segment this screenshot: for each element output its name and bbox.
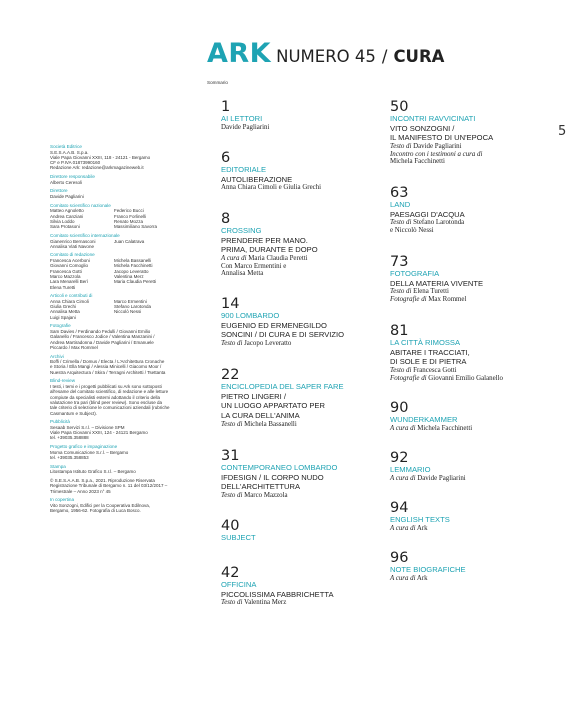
toc-section: AI LETTORI bbox=[221, 114, 263, 123]
toc-page-number: 81 bbox=[390, 323, 409, 339]
toc-entry[interactable] bbox=[221, 100, 269, 131]
toc-section: EDITORIALE bbox=[221, 165, 267, 174]
toc-page-number: 63 bbox=[390, 185, 409, 201]
toc-title: VITO SONZOGNI / IL MANIFESTO DI UN'EPOCA bbox=[390, 123, 494, 143]
toc-page-number: 73 bbox=[390, 254, 409, 270]
toc-section: CROSSING bbox=[221, 226, 262, 235]
toc-entry[interactable] bbox=[390, 501, 450, 532]
toc-section: ENCICLOPEDIA DEL SAPER FARE bbox=[221, 382, 344, 391]
colophon-pubblicita: Pubblicità Sesaab Servizi S.r.l. – Divisione SPM Viale Papa Giovanni XXIII, 124 - 24121 Bergamo tel. +39035.358888 bbox=[50, 419, 148, 441]
toc-credits: Testo di Elena Turetti Fotografie di Max Rommel bbox=[390, 288, 467, 303]
toc-credits: A cura di Ark bbox=[390, 524, 428, 532]
toc-section: SUBJECT bbox=[221, 533, 256, 542]
toc-entry[interactable] bbox=[390, 401, 472, 432]
toc-section: LAND bbox=[390, 200, 411, 209]
toc-entry[interactable] bbox=[221, 519, 256, 543]
toc-title: PIETRO LINGERI / UN LUOGO APPARTATO PER LA CURA DELL'ANIMA bbox=[221, 391, 325, 420]
toc-section: INCONTRI RAVVICINATI bbox=[390, 114, 476, 123]
toc-page-number: 31 bbox=[221, 448, 240, 464]
toc-title: EUGENIO ED ERMENEGILDO SONCINI / DI CURA E DI SERVIZIO bbox=[221, 320, 345, 340]
colophon-direttore: Direttore Davide Pagliarini bbox=[50, 188, 84, 200]
toc-credits: Testo di Stefano Larotonda e Niccolò Nessi bbox=[390, 219, 465, 234]
issue-theme: CURA bbox=[393, 47, 445, 66]
toc-entry[interactable] bbox=[390, 451, 466, 482]
toc-credits: Testo di Michela Bassanelli bbox=[221, 420, 297, 428]
toc-title: PRENDERE PER MANO. PRIMA, DURANTE E DOPO bbox=[221, 235, 318, 255]
masthead bbox=[207, 38, 444, 69]
toc-section: LEMMARIO bbox=[390, 465, 431, 474]
toc-credits: Anna Chiara Cimoli e Giulia Grechi bbox=[221, 184, 322, 192]
toc-entry[interactable] bbox=[221, 566, 334, 607]
colophon bbox=[50, 144, 202, 517]
toc-section: 900 LOMBARDO bbox=[221, 311, 280, 320]
toc-page-number: 6 bbox=[221, 150, 231, 166]
colophon-redazione: Comitato di redazione Francesca Acerboni Michela Bassanelli Giovanni Comoglio Michela Facchinetti Francesca Gotti Jacopo Leveratto Marco Mazzola Valentina Merz Lara Menarelli Berì Maria Claudia Peretti Elena Turetti bbox=[50, 252, 157, 290]
colophon-copyright: © S.E.S.A.A.B. S.p.a., 2021. Riproduzione Riservata Registrazione Tribunale di Bergamo n. 11 del 03/12/2017 – Trimestrale – Anno 2023 n° 45 bbox=[50, 477, 168, 494]
toc-section: LA CITTÀ RIMOSSA bbox=[390, 338, 461, 347]
toc-page-number: 1 bbox=[221, 99, 231, 115]
toc-entry[interactable] bbox=[221, 212, 318, 278]
toc-entry[interactable] bbox=[221, 151, 321, 192]
toc-section: WUNDERKAMMER bbox=[390, 415, 458, 424]
toc-page-number: 94 bbox=[390, 500, 409, 516]
toc-credits: Testo di Francesca Gotti Fotografie di Giovanni Emilio Galanello bbox=[390, 366, 503, 382]
toc-credits: A cura di Davide Pagliarini bbox=[390, 474, 466, 482]
issue-number: NUMERO 45 bbox=[276, 47, 376, 66]
toc-credits: Testo di Marco Mazzola bbox=[221, 491, 288, 499]
toc-credits: Davide Pagliarini bbox=[221, 123, 270, 131]
toc-entry[interactable] bbox=[221, 368, 344, 428]
toc-page-number: 92 bbox=[390, 450, 409, 466]
colophon-comitato-nazionale: Comitato scientifico nazionale Matteo Agnoletto Federico Bucci Andrea Canziani Franco Forlinelli Silvia Loddo Renato Mozza Sara Protasoni Massimiliano Savorra bbox=[50, 202, 158, 230]
toc-page-number: 96 bbox=[390, 550, 409, 566]
colophon-editore: Società Editrice S.E.S.A.A.B. S.p.a. Viale Papa Giovanni XXIII, 118 - 24121 - Bergamo CF e P.IVA 01873990160 Redazione Ark: redazione@arkmagazineweb.it bbox=[50, 144, 151, 171]
toc-entry[interactable] bbox=[390, 255, 483, 304]
toc-page-number: 22 bbox=[221, 367, 240, 383]
toc-page-number: 42 bbox=[221, 565, 240, 581]
toc-section: OFFICINA bbox=[221, 580, 257, 589]
masthead-separator: / bbox=[381, 47, 388, 66]
toc-title: PICCOLISSIMA FABBRICHETTA bbox=[221, 589, 334, 599]
colophon-fotografie: Fotografie Sam Davies / Ferdinando Fedulli / Giovanni Emilio Galanello / Francesco Jodice / Valentina Manzanini / Andrea Martiradonna / Davide Pagliarini / Emanuele Piccardo / Max Rommel bbox=[50, 323, 155, 350]
toc-title: PAESAGGI D'ACQUA bbox=[390, 209, 465, 219]
toc-section: NOTE BIOGRAFICHE bbox=[390, 565, 466, 574]
toc-credits: A cura di Maria Claudia Peretti Con Marco Ermentini e Annalisa Metta bbox=[221, 254, 308, 278]
toc-section: CONTEMPORANEO LOMBARDO bbox=[221, 463, 338, 472]
toc-entry[interactable] bbox=[221, 297, 344, 348]
toc-title: IFDESIGN / IL CORPO NUDO DELL'ARCHITETTURA bbox=[221, 472, 324, 492]
colophon-progetto-grafico: Progetto grafico e impaginazione Moma Comunicazione S.r.l. – Bergamo tel. +39035.358853 bbox=[50, 444, 129, 460]
toc-page-number: 50 bbox=[390, 99, 409, 115]
toc-credits: A cura di Ark bbox=[390, 574, 428, 582]
toc-entry[interactable] bbox=[390, 324, 503, 382]
toc-entry[interactable] bbox=[221, 449, 337, 500]
toc-entry[interactable] bbox=[390, 186, 465, 235]
toc-page-number: 90 bbox=[390, 400, 409, 416]
toc-page-number: 40 bbox=[221, 518, 240, 534]
page-number: 5 bbox=[558, 124, 567, 139]
colophon-blind-review: Blind-review I testi, i temi e i progetti pubblicati su Ark sono sottoposti all'esame del comitato scientifico, di redazione e alle letture compiute da specialisti esterni adottando il criterio della valutazione tra pari (blind peer review). Sono escluse da tale criterio di selezione le comunicazioni aziendali (rubriche Casmantum e Subject). bbox=[50, 378, 170, 416]
colophon-stampa: Stampa Litostampa Istituto Grafico S.r.l. – Bergamo bbox=[50, 463, 136, 475]
toc-title: AUTOLIBERAZIONE bbox=[221, 174, 293, 184]
toc-entry[interactable] bbox=[390, 551, 466, 582]
toc-credits: A cura di Michela Facchinetti bbox=[390, 424, 473, 432]
toc-page-number: 14 bbox=[221, 296, 240, 312]
toc-credits: Testo di Davide Pagliarini Incontro con i testimoni a cura di Michela Facchinetti bbox=[390, 142, 483, 166]
toc-section: ENGLISH TEXTS bbox=[390, 515, 450, 524]
sommario-label: Sommario bbox=[207, 80, 228, 85]
toc-entry[interactable] bbox=[390, 100, 493, 166]
colophon-comitato-internazionale: Comitato scientifico internazionale Gianenrico Bernasconi Juan Calatrava Annalisa Viati Navone bbox=[50, 232, 145, 249]
toc-title: ABITARE I TRACCIATI, DI SOLE E DI PIETRA bbox=[390, 347, 470, 367]
colophon-articoli: Articoli e contributi di Anna Chiara Cimoli Marco Ermentini Giulia Grechi Stefano Larotonda Annalisa Metta Niccolò Nessi Luigi Spajani bbox=[50, 293, 152, 320]
toc-section: FOTOGRAFIA bbox=[390, 269, 440, 278]
toc-title: DELLA MATERIA VIVENTE bbox=[390, 278, 484, 288]
colophon-archivi: Archivi Boffi / Crimella / Domus / Electa / L'Architettura Cronache e Storia / Ella Mangi / Alessia Minicelli / Giacomo Moor / Nuestra Arquitectura / Skira / Terragni Architetti / Tsettanta bbox=[50, 353, 166, 375]
colophon-copertina: In copertina Vito Sonzogni, Edifici per la Cooperativa Edilnova, Bergamo, 1956-62. Fotografia di Luca Bosco. bbox=[50, 497, 150, 514]
toc-credits: Testo di Jacopo Leveratto bbox=[221, 339, 292, 347]
toc-page-number: 8 bbox=[221, 211, 231, 227]
toc-credits: Testo di Valentina Merz bbox=[221, 599, 287, 607]
colophon-direttore-responsabile: Direttore responsabile Alberto Ceresoli bbox=[50, 174, 95, 185]
brand-logo: ARK bbox=[207, 38, 272, 69]
